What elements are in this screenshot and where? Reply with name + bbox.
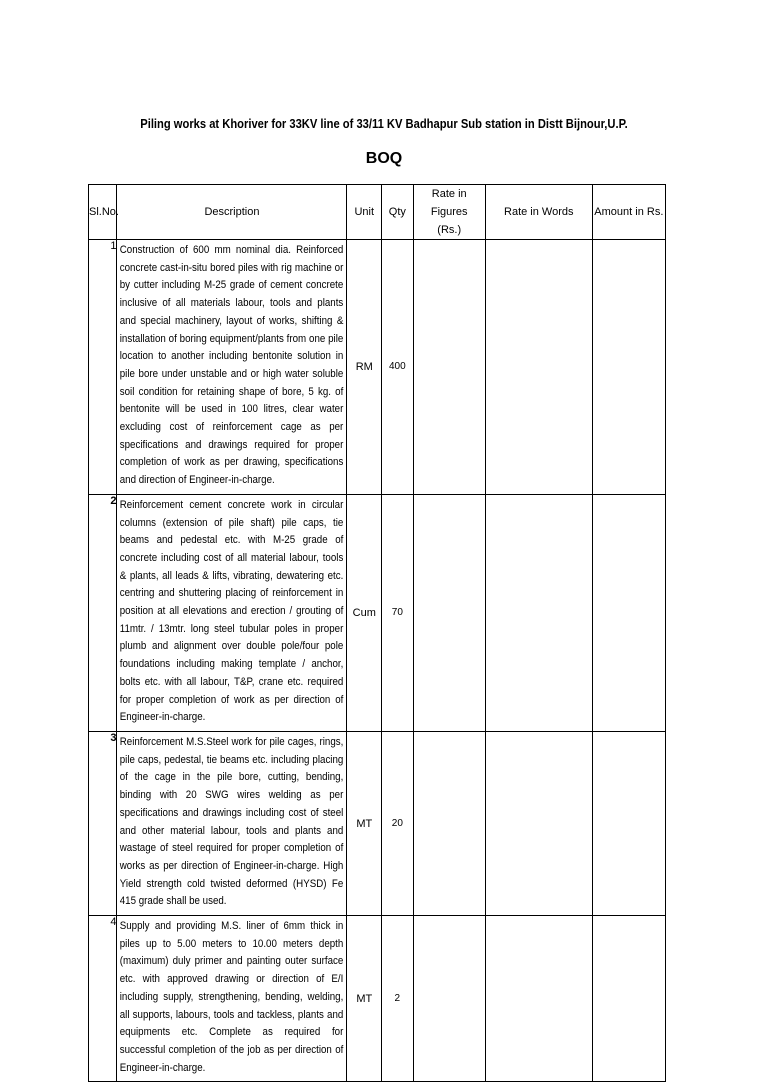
table-row bbox=[89, 916, 666, 1082]
row-unit: MT bbox=[347, 731, 382, 915]
row-rate-words-cell[interactable] bbox=[485, 916, 592, 1082]
row-description-text: Reinforcement cement concrete work in circular columns (extension of pile shaft) pile caps, tie beams and pedestal etc. with M-25 grade of concrete including cost of all material labour, tools & plants, all leads & lifts, vibrating, dewatering etc. centring and shuttering placing of reinforcement in position at all elevations and erection / grouting of 11mtr. / 13mtr. long steel tubular poles in proper plumb and alignment over double pole/four pole foundations including making template / anchor, bolts etc. with all labour, T&P, crane etc. required for proper completion of work as per direction of Engineer-in-charge. bbox=[120, 498, 344, 724]
row-sl-no: 1 bbox=[89, 240, 117, 495]
header-rate-words: Rate in Words bbox=[485, 185, 592, 240]
row-description-text: Construction of 600 mm nominal dia. Reinforced concrete cast-in-situ bored piles with rig machine or by cutter including M-25 grade of cement concrete inclusive of all materials labour, tools and plants and special machinery, layout of works, shifting & installation of boring equipment/plants from one pile location to another including bentonite solution in pile bore under unstable and or high water soluble soil condition for retaining shape of bore, 5 kg. of bentonite will be used in 100 litres, clear water excluding cost of reinforcement cage as per specifications and drawings required for proper completion of work as per drawing, specifications and direction of Engineer-in-charge. bbox=[120, 244, 344, 487]
row-rate-words-cell[interactable] bbox=[485, 494, 592, 731]
header-qty: Qty bbox=[382, 185, 414, 240]
header-amount: Amount in Rs. bbox=[592, 185, 665, 240]
table-row bbox=[89, 731, 666, 915]
header-description: Description bbox=[117, 185, 347, 240]
row-unit: RM bbox=[347, 240, 382, 495]
header-sl-no: Sl.No. bbox=[89, 185, 117, 240]
boq-table bbox=[88, 184, 666, 1082]
row-description-text: Reinforcement M.S.Steel work for pile cages, rings, pile caps, pedestal, tie beams etc. including placing of the cage in the pile bore, cutting, bending, binding with 20 SWG wires welding as per specifications and drawings including cost of steel and other material labour, tools and plants and wastage of steel required for proper completion of works as per direction of Engineer-in-charge. High Yield strength cold twisted deformed (HYSD) Fe 415 grade shall be used. bbox=[120, 735, 344, 908]
header-rate-figures-line2: (Rs.) bbox=[437, 224, 462, 236]
row-amount-cell[interactable] bbox=[592, 240, 665, 495]
row-description bbox=[117, 916, 347, 1082]
row-qty: 20 bbox=[382, 731, 414, 915]
row-rate-figures-cell[interactable] bbox=[413, 731, 485, 915]
row-qty: 70 bbox=[382, 494, 414, 731]
header-unit: Unit bbox=[347, 185, 382, 240]
row-rate-words-cell[interactable] bbox=[485, 240, 592, 495]
header-rate-figures bbox=[413, 185, 485, 240]
table-row bbox=[89, 240, 666, 495]
row-description-text: Supply and providing M.S. liner of 6mm thick in piles up to 5.00 meters to 10.00 meters depth (maximum) duly primer and painting outer surface etc. with approved drawing or direction of E/I including supply, strengthening, bending, welding, all supports, labours, tools and tackless, plants and equipments etc. Complete as required for successful completion of the job as per direction of Engineer-in-charge. bbox=[120, 920, 344, 1074]
row-sl-no: 2 bbox=[89, 494, 117, 731]
table-row bbox=[89, 494, 666, 731]
row-rate-figures-cell[interactable] bbox=[413, 916, 485, 1082]
row-amount-cell[interactable] bbox=[592, 494, 665, 731]
row-qty: 400 bbox=[382, 240, 414, 495]
row-unit: Cum bbox=[347, 494, 382, 731]
row-description bbox=[117, 494, 347, 731]
document-title: Piling works at Khoriver for 33KV line of 33/11 KV Badhapur Sub station in Distt Bijnour,U.P. bbox=[140, 116, 628, 131]
row-rate-figures-cell[interactable] bbox=[413, 240, 485, 495]
row-amount-cell[interactable] bbox=[592, 731, 665, 915]
row-rate-words-cell[interactable] bbox=[485, 731, 592, 915]
row-description bbox=[117, 731, 347, 915]
row-amount-cell[interactable] bbox=[592, 916, 665, 1082]
row-qty: 2 bbox=[382, 916, 414, 1082]
row-sl-no: 4 bbox=[89, 916, 117, 1082]
row-rate-figures-cell[interactable] bbox=[413, 494, 485, 731]
row-unit: MT bbox=[347, 916, 382, 1082]
row-description bbox=[117, 240, 347, 495]
table-header-row bbox=[89, 185, 666, 240]
document-subtitle: BOQ bbox=[365, 150, 403, 167]
row-sl-no: 3 bbox=[89, 731, 117, 915]
header-rate-figures-line1: Rate in Figures bbox=[430, 188, 468, 218]
